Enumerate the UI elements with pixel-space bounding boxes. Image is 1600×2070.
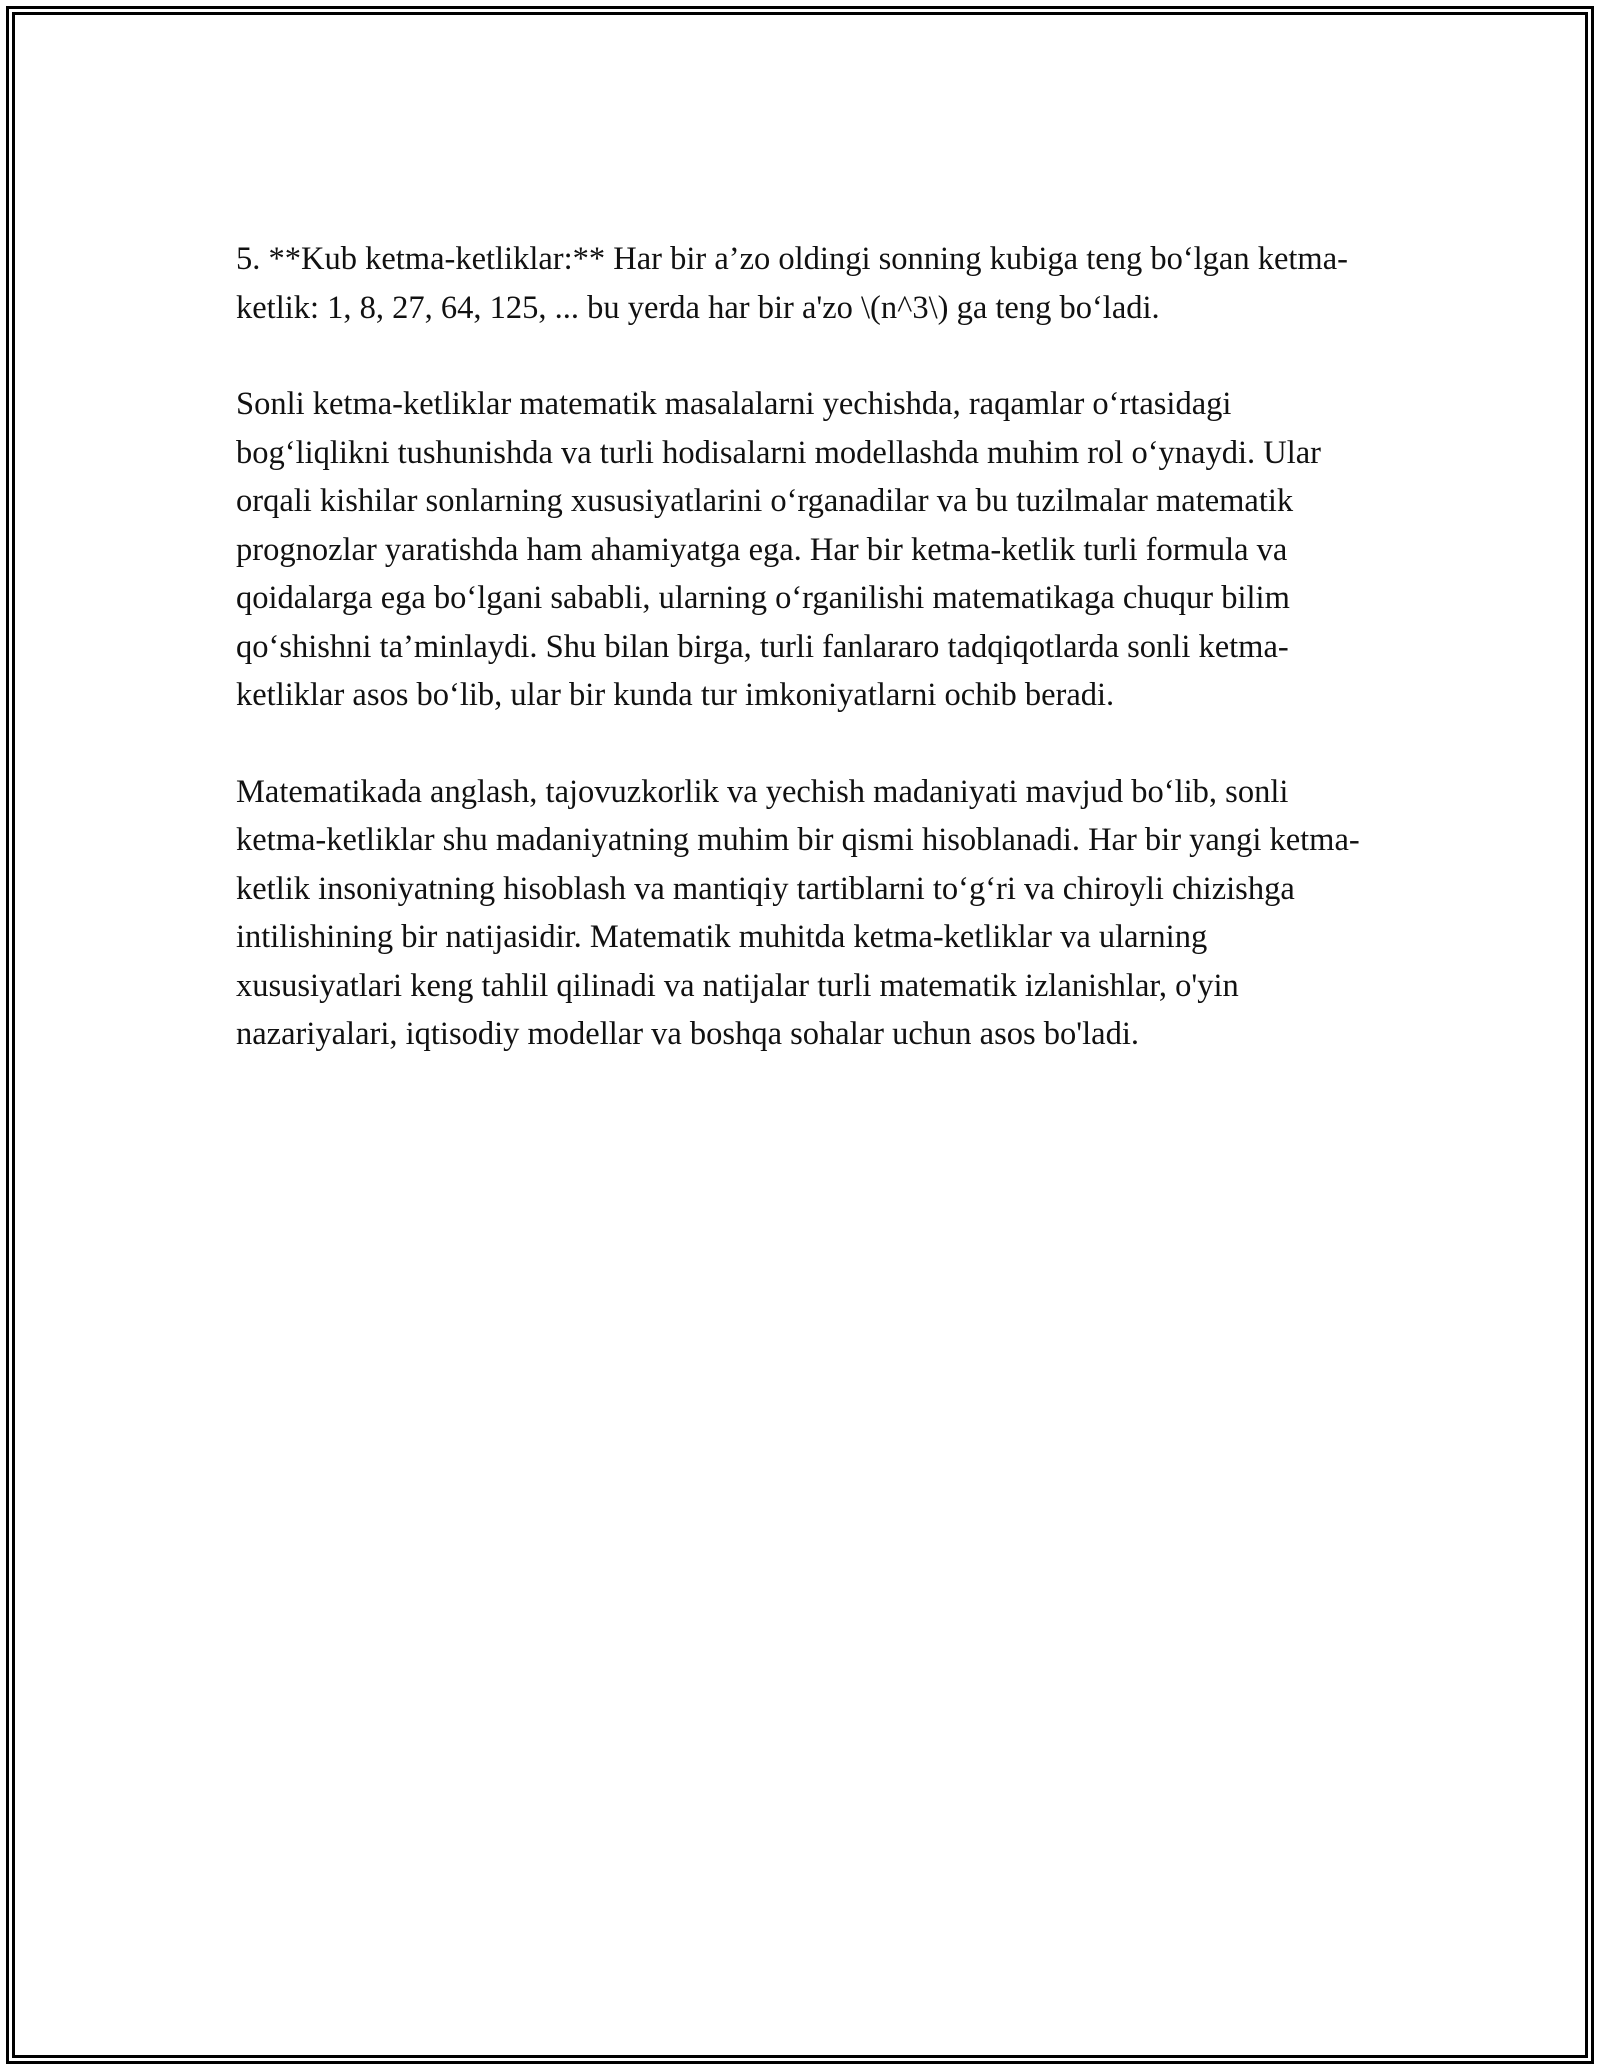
paragraph-cube-sequences: 5. **Kub ketma-ketliklar:** Har bir a’zo oldingi sonning kubiga teng bo‘lgan ketma-ketlik: 1, 8, 27, 64, 125, ... bu yerda har bir a'zo \(n^3\) ga teng bo‘ladi. [236,241,1348,326]
paragraph-mathematical-culture: Matematikada anglash, tajovuzkorlik va yechish madaniyati mavjud bo‘lib, sonli ketma-ketliklar shu madaniyatning muhim bir qismi hisoblanadi. Har bir yangi ketma-ketlik insoniyatning hisoblash va mantiqiy tartiblarni to‘g‘ri va chiroyli chizishga intilishining bir natijasidir. Matematik muhitda ketma-ketliklar va ularning xususiyatlari keng tahlil qilinadi va natijalar turli matematik izlanishlar, o'yin nazariyalari, iqtisodiy modellar va boshqa sohalar uchun asos bo'ladi. [236,773,1360,1052]
document-body [236,235,1364,1107]
paragraph-numeric-sequences: Sonli ketma-ketliklar matematik masalalarni yechishda, raqamlar o‘rtasidagi bog‘liqlikni tushunishda va turli hodisalarni modellashda muhim rol o‘ynaydi. Ular orqali kishilar sonlarning xususiyatlarini o‘rganadilar va bu tuzilmalar matematik prognozlar yaratishda ham ahamiyatga ega. Har bir ketma-ketlik turli formula va qoidalarga ega bo‘lgani sababli, ularning o‘rganilishi matematikaga chuqur bilim qo‘shishni ta’minlaydi. Shu bilan birga, turli fanlararo tadqiqotlarda sonli ketma-ketliklar asos bo‘lib, ular bir kunda tur imkoniyatlarni ochib beradi. [236,386,1321,713]
